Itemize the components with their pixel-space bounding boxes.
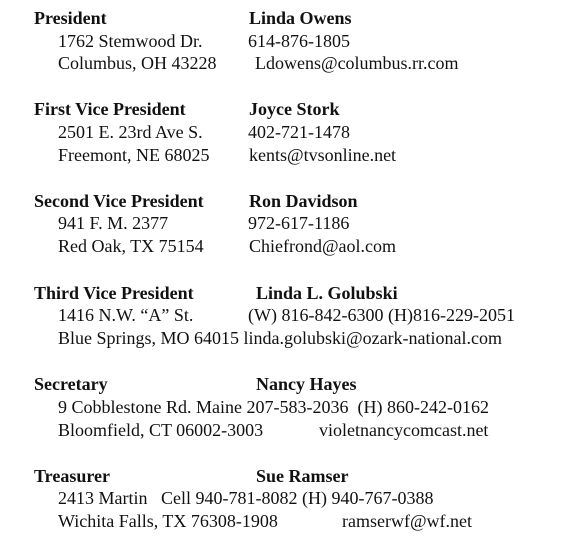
officer-address: 2501 E. 23rd Ave S. [58,122,203,142]
officer-city: Freemont, NE 68025 [58,145,210,165]
officer-email: Ldowens@columbus.rr.com [255,53,459,73]
officer-title: Treasurer [34,466,110,486]
officer-phone: 972-617-1186 [248,213,350,233]
officer-email: kents@tvsonline.net [249,145,397,165]
officer-name: Sue Ramser [256,466,349,486]
officer-city: Bloomfield, CT 06002-3003 [58,420,264,440]
officer-address: 941 F. M. 2377 [58,213,169,233]
officer-address: 1416 N.W. “A” St. [58,305,194,325]
officer-title: Secretary [34,374,108,394]
officer-address-phone: 2413 Martin Cell 940-781-8082 (H) 940-767-0388 [58,488,434,508]
officer-city: Red Oak, TX 75154 [58,236,204,256]
officer-email: ramserwf@wf.net [342,511,473,531]
officer-name: Joyce Stork [249,99,340,119]
officer-phone: 402-721-1478 [248,122,350,142]
officer-email: violetnancycomcast.net [319,420,489,440]
officer-title: Third Vice President [34,283,194,303]
officer-city-email: Blue Springs, MO 64015 linda.golubski@ozark-national.com [58,328,503,348]
officer-title: Second Vice President [34,191,204,211]
officer-city: Columbus, OH 43228 [58,53,217,73]
officer-phone: (W) 816-842-6300 (H)816-229-2051 [248,305,515,325]
officer-address-phone: 9 Cobblestone Rd. Maine 207-583-2036 (H) 860-242-0162 [58,397,489,417]
officer-name: Linda L. Golubski [256,283,398,303]
officer-title: President [34,8,107,28]
officer-name: Linda Owens [249,8,352,28]
officer-name: Ron Davidson [249,191,358,211]
officer-city: Wichita Falls, TX 76308-1908 [58,511,278,531]
officer-title: First Vice President [34,99,186,119]
officer-name: Nancy Hayes [256,374,357,394]
officer-email: Chiefrond@aol.com [249,236,397,256]
officer-phone: 614-876-1805 [248,31,350,51]
officer-address: 1762 Stemwood Dr. [58,31,203,51]
